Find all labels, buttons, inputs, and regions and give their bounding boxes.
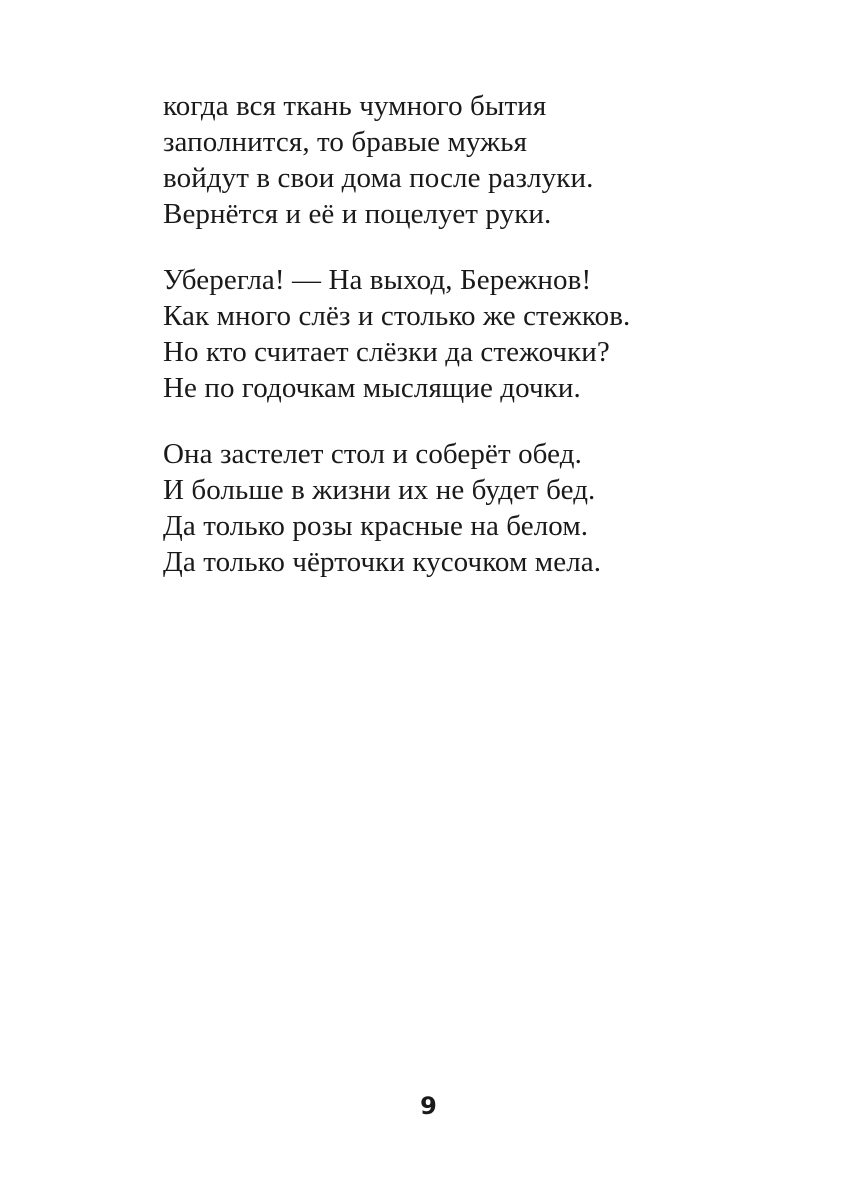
poem-line: войдут в свои дома после разлуки.: [163, 162, 594, 194]
poem-line: Как много слёз и столько же стежков.: [163, 300, 631, 332]
stanza-3: [163, 436, 803, 580]
poem-line: Не по годочкам мыслящие дочки.: [163, 372, 581, 404]
poem-line: заполнится, то бравые мужья: [163, 126, 528, 158]
poem-line: Да только чёрточки кусочком мела.: [163, 546, 602, 578]
poem-line: И больше в жизни их не будет бед.: [163, 474, 596, 506]
poem-line: Но кто считает слёзки да стежочки?: [163, 336, 610, 368]
stanza-1: [163, 88, 803, 232]
poem-line: когда вся ткань чумного бытия: [163, 90, 547, 122]
poem-line: Вернётся и её и поцелует руки.: [163, 198, 552, 230]
stanza-2: [163, 262, 803, 406]
page-number: 9: [420, 1092, 437, 1120]
poem-text: [163, 88, 803, 610]
poem-line: Да только розы красные на белом.: [163, 510, 589, 542]
poem-line: Уберегла! — На выход, Бережнов!: [163, 264, 592, 296]
poem-line: Она застелет стол и соберёт обед.: [163, 438, 582, 470]
